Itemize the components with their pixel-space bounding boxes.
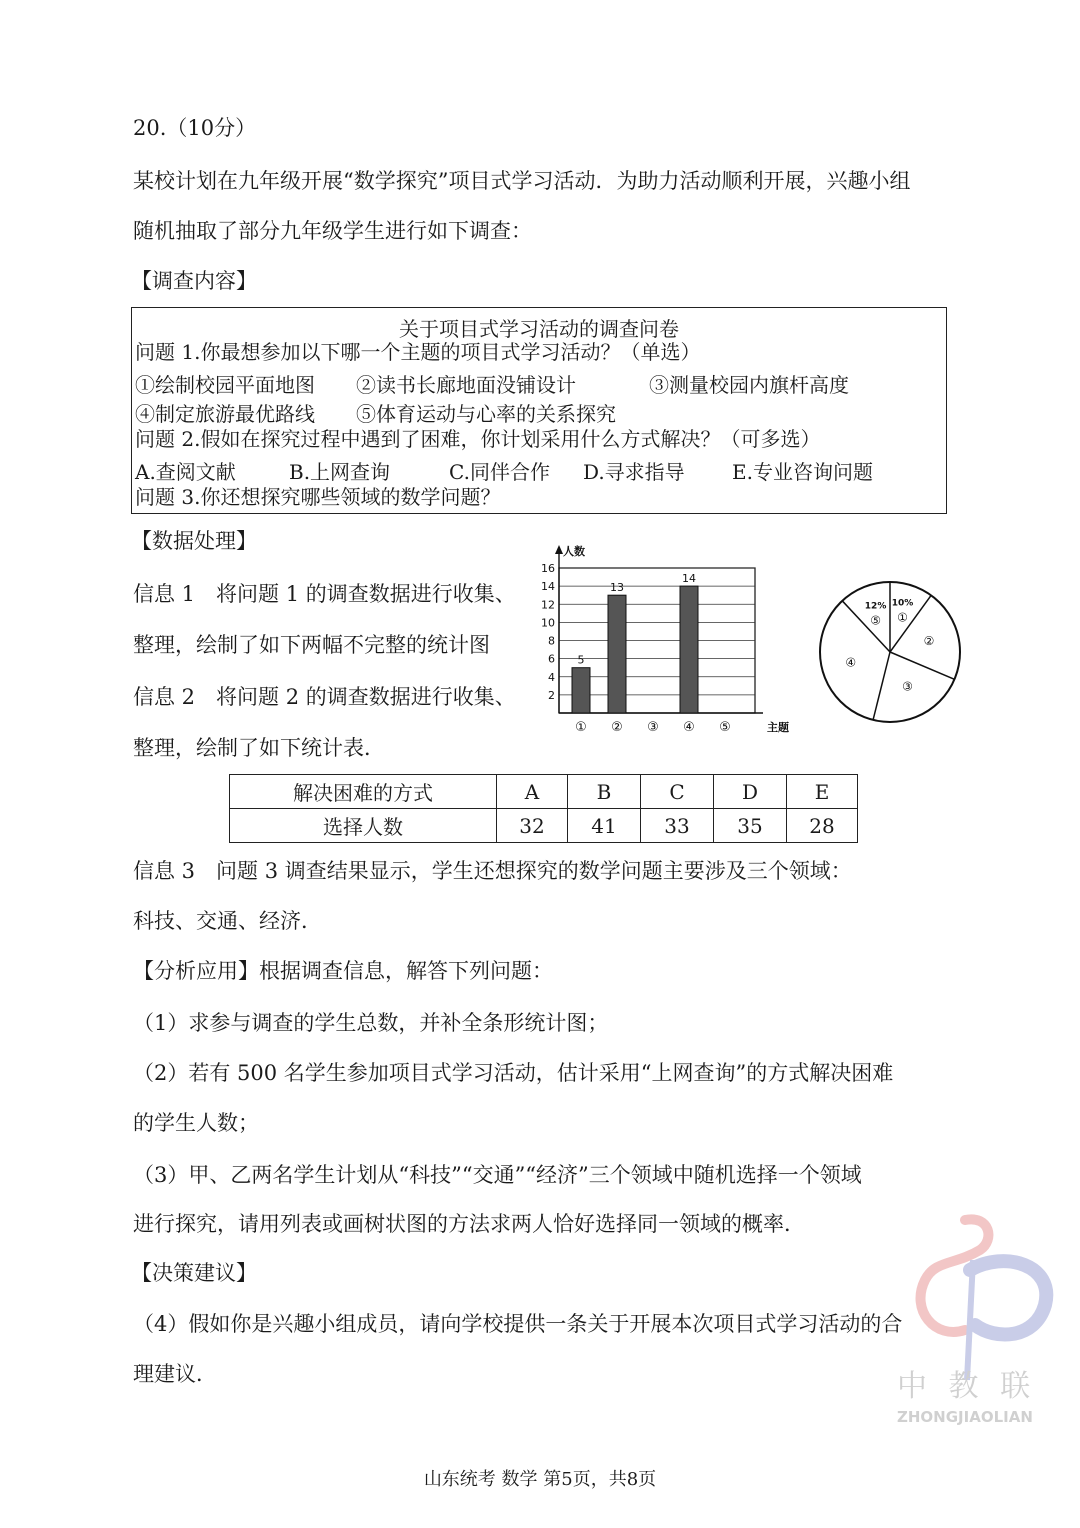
x-tick-label: ①: [575, 720, 587, 735]
bar-chart: [535, 540, 789, 740]
info-3-line-a: 信息 3 问题 3 调查结果显示，学生还想探究的数学问题主要涉及三个领域：: [133, 859, 852, 883]
q2-option-d: D.寻求指导: [583, 460, 685, 484]
info-1-line-a: 信息 1 将问题 1 的调查数据进行收集、: [133, 582, 516, 606]
q1-option-2: ②读书长廊地面没铺设计: [356, 373, 576, 397]
pie-slice-label: ④: [845, 655, 857, 670]
watermark-logo: [895, 1210, 1065, 1434]
q2-option-a: A.查阅文献: [135, 460, 236, 484]
intro-line-2: 随机抽取了部分九年级学生进行如下调查：: [133, 219, 532, 243]
q1-option-3: ③测量校园内旗杆高度: [649, 373, 849, 397]
analysis-intro: 【分析应用】根据调查信息，解答下列问题：: [133, 959, 553, 983]
survey-box: [131, 307, 947, 514]
bar: [572, 668, 590, 713]
table-header-cell: B: [568, 775, 641, 809]
q2-option-b: B.上网查询: [289, 460, 391, 484]
table-cell: 选择人数: [230, 809, 497, 843]
y-tick-label: 8: [548, 634, 555, 648]
part-2-line-a: （2）若有 500 名学生参加项目式学习活动，估计采用“上网查询”的方式解决困难: [133, 1061, 894, 1085]
bar-data-label: 13: [610, 581, 624, 595]
pie-slice-label: ①: [897, 610, 908, 625]
survey-question-1: 问题 1.你最想参加以下哪一个主题的项目式学习活动？（单选）: [135, 340, 701, 364]
x-tick-label: ③: [647, 720, 659, 735]
table-row: [230, 809, 858, 843]
table-cell: 33: [641, 809, 714, 843]
watermark-cn: 中 教 联: [897, 1369, 1037, 1404]
intro-line-1: 某校计划在九年级开展“数学探究”项目式学习活动．为助力活动顺利开展，兴趣小组: [133, 169, 911, 193]
part-4-line-b: 理建议．: [133, 1362, 217, 1386]
bar-data-label: 14: [682, 572, 696, 586]
part-3-line-a: （3）甲、乙两名学生计划从“科技”“交通”“经济”三个领域中随机选择一个领域: [133, 1163, 862, 1187]
statistics-table: [229, 774, 858, 843]
part-1: （1）求参与调查的学生总数，并补全条形统计图；: [133, 1011, 609, 1035]
watermark-emblem-icon: [895, 1210, 1065, 1430]
y-axis-arrow-icon: [555, 545, 563, 554]
table-header-cell: 解决困难的方式: [230, 775, 497, 809]
watermark-en: ZHONGJIAOLIAN: [897, 1408, 1033, 1426]
table-cell: 41: [568, 809, 641, 843]
info-3-line-b: 科技、交通、经济．: [133, 909, 322, 933]
data-section-title: 【数据处理】: [131, 529, 257, 553]
decision-section-title: 【决策建议】: [131, 1261, 257, 1285]
pie-percent-label: 12%: [864, 601, 887, 612]
survey-section-title: 【调查内容】: [131, 269, 257, 293]
table-header-cell: D: [714, 775, 787, 809]
pie-chart: [810, 572, 970, 732]
table-cell: 35: [714, 809, 787, 843]
pie-slice-label: ⑤: [870, 613, 881, 628]
survey-question-3: 问题 3.你还想探究哪些领域的数学问题？: [135, 485, 501, 509]
bar: [680, 586, 698, 713]
table-cell: 28: [787, 809, 858, 843]
survey-question-2: 问题 2.假如在探究过程中遇到了困难，你计划采用什么方式解决？（可多选）: [135, 427, 821, 451]
x-tick-label: ②: [611, 720, 623, 735]
y-tick-label: 12: [541, 598, 555, 612]
q1-option-4: ④制定旅游最优路线: [135, 402, 315, 426]
info-1-line-b: 整理，绘制了如下两幅不完整的统计图: [133, 633, 490, 657]
y-tick-label: 10: [541, 616, 555, 630]
table-header-row: [230, 775, 858, 809]
info-2-line-a: 信息 2 将问题 2 的调查数据进行收集、: [133, 685, 516, 709]
pie-percent-label: 10%: [891, 598, 914, 609]
pie-slice-label: ②: [923, 633, 935, 648]
table-header-cell: E: [787, 775, 858, 809]
question-header: 20.（10分）: [133, 116, 257, 140]
bar: [608, 595, 626, 713]
table-header-cell: A: [497, 775, 568, 809]
q1-option-1: ①绘制校园平面地图: [135, 373, 315, 397]
part-3-line-b: 进行探究，请用列表或画树状图的方法求两人恰好选择同一领域的概率．: [133, 1212, 805, 1236]
x-tick-label: ④: [683, 720, 695, 735]
table-cell: 32: [497, 809, 568, 843]
y-axis-label: 人数: [563, 545, 585, 558]
x-axis-label: 主题: [767, 721, 789, 734]
bar-data-label: 5: [577, 653, 585, 667]
x-tick-label: ⑤: [719, 720, 731, 735]
part-2-line-b: 的学生人数；: [133, 1111, 259, 1135]
q2-option-c: C.同伴合作: [449, 460, 550, 484]
y-tick-label: 4: [548, 670, 555, 684]
q1-option-5: ⑤体育运动与心率的关系探究: [356, 402, 616, 426]
y-tick-label: 6: [548, 652, 555, 666]
table-header-cell: C: [641, 775, 714, 809]
y-tick-label: 14: [541, 580, 555, 594]
y-tick-label: 2: [548, 688, 555, 702]
survey-title: 关于项目式学习活动的调查问卷: [399, 317, 679, 341]
info-2-line-b: 整理，绘制了如下统计表．: [133, 736, 385, 760]
q2-option-e: E.专业咨询问题: [732, 460, 873, 484]
pie-slice-label: ③: [902, 679, 913, 694]
page-footer: 山东统考 数学 第5页，共8页: [423, 1469, 657, 1490]
y-tick-label: 16: [541, 562, 555, 575]
part-4-line-a: （4）假如你是兴趣小组成员，请向学校提供一条关于开展本次项目式学习活动的合: [133, 1312, 903, 1336]
